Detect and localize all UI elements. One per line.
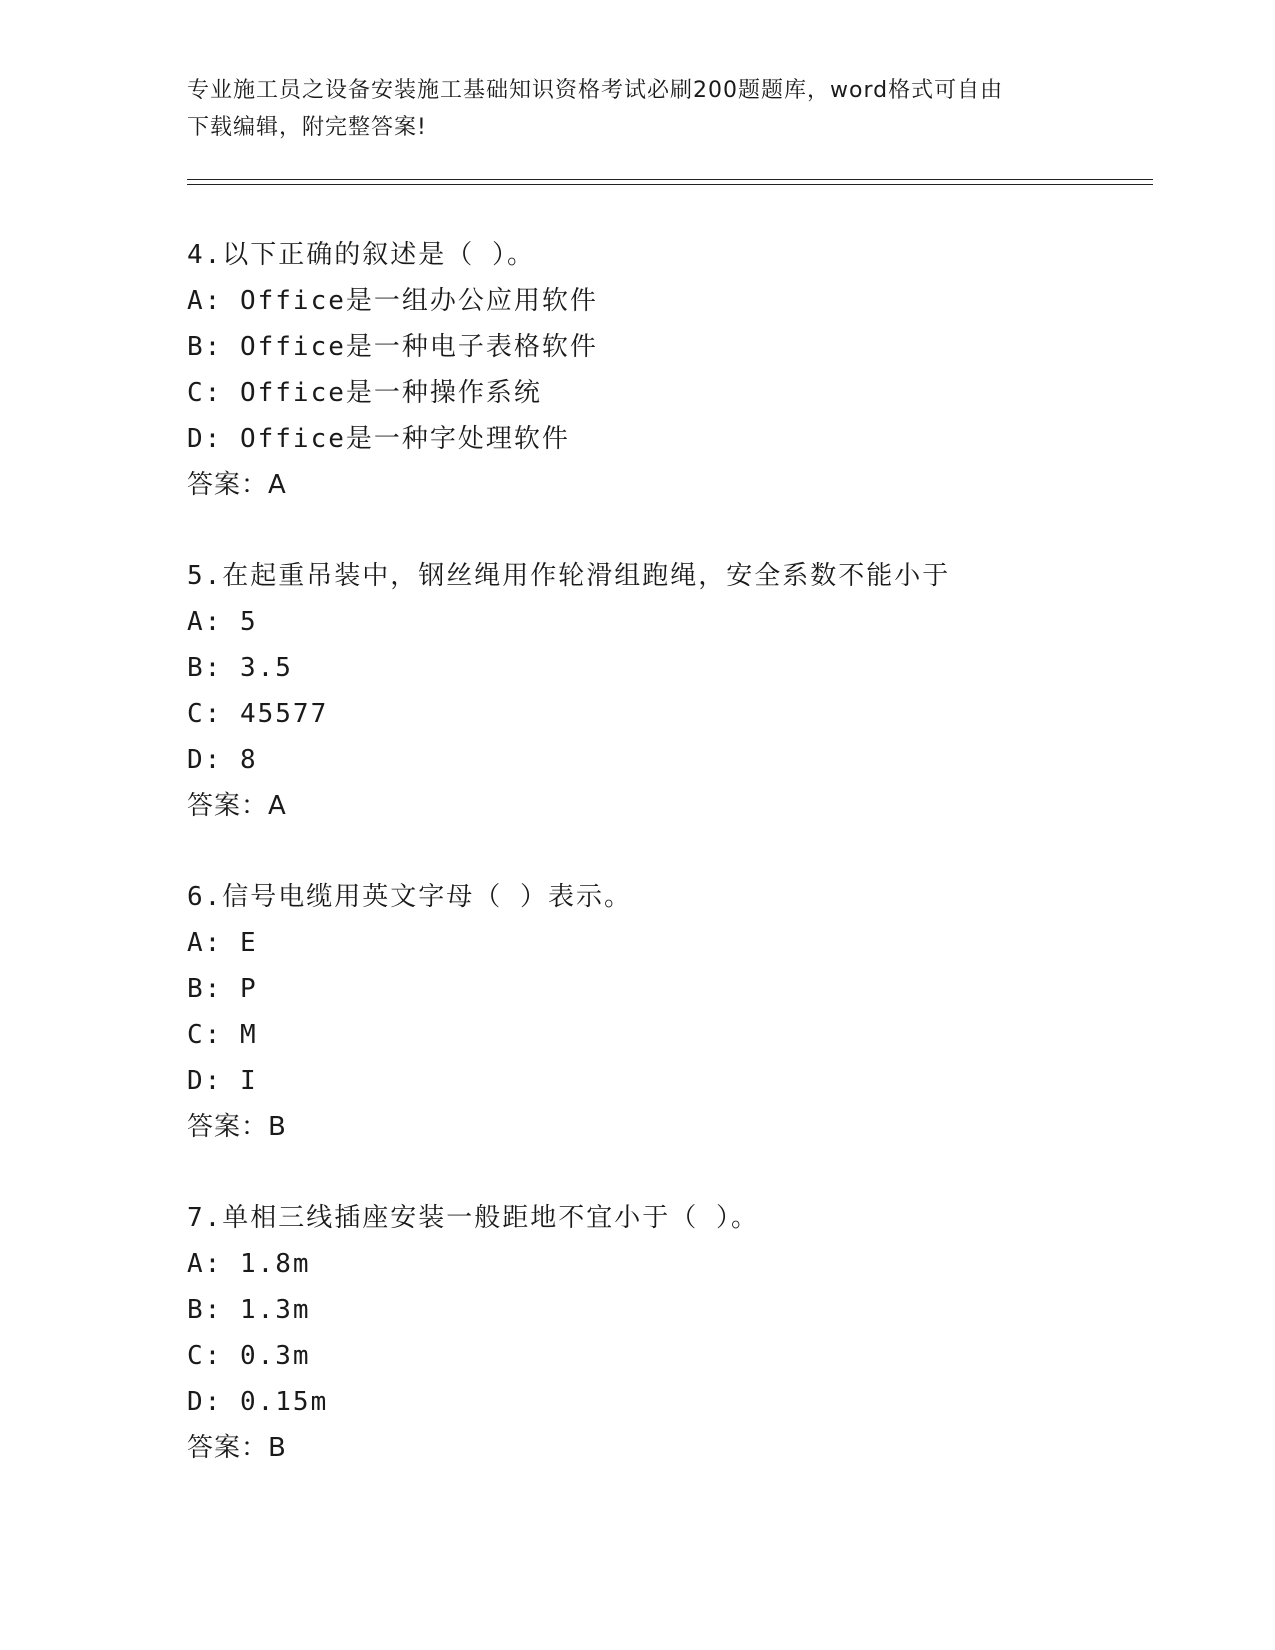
option-d: D: I (187, 1066, 258, 1096)
option-b: B: 3.5 (187, 653, 293, 683)
option-d: D: Office是一种字处理软件 (187, 424, 570, 454)
option-b: B: P (187, 974, 258, 1004)
option-a: A: Office是一组办公应用软件 (187, 286, 598, 316)
option-c: C: Office是一种操作系统 (187, 378, 542, 408)
document-header (187, 72, 1067, 146)
question-stem: 6.信号电缆用英文字母（ ）表示。 (187, 882, 632, 912)
option-b: B: 1.3m (187, 1295, 311, 1325)
question-4 (187, 232, 1147, 508)
option-c: C: M (187, 1020, 258, 1050)
option-a: A: E (187, 928, 258, 958)
header-divider-bottom (187, 184, 1153, 185)
header-line-1: 专业施工员之设备安装施工基础知识资格考试必刷200题题库，word格式可自由 (187, 78, 1004, 103)
question-stem: 5.在起重吊装中，钢丝绳用作轮滑组跑绳，安全系数不能小于 (187, 561, 951, 591)
option-b: B: Office是一种电子表格软件 (187, 332, 598, 362)
option-d: D: 0.15m (187, 1387, 329, 1417)
question-7 (187, 1195, 1147, 1471)
option-a: A: 1.8m (187, 1249, 311, 1279)
option-c: C: 0.3m (187, 1341, 311, 1371)
answer: 答案：A (187, 791, 287, 821)
option-d: D: 8 (187, 745, 258, 775)
option-c: C: 45577 (187, 699, 329, 729)
answer: 答案：B (187, 1112, 287, 1142)
header-divider-top (187, 179, 1153, 180)
question-5 (187, 553, 1147, 829)
answer: 答案：A (187, 470, 287, 500)
question-stem: 4.以下正确的叙述是（ ）。 (187, 240, 535, 270)
header-line-2: 下载编辑，附完整答案! (187, 115, 427, 140)
question-6 (187, 874, 1147, 1150)
option-a: A: 5 (187, 607, 258, 637)
answer: 答案：B (187, 1433, 287, 1463)
question-stem: 7.单相三线插座安装一般距地不宜小于（ ）。 (187, 1203, 759, 1233)
